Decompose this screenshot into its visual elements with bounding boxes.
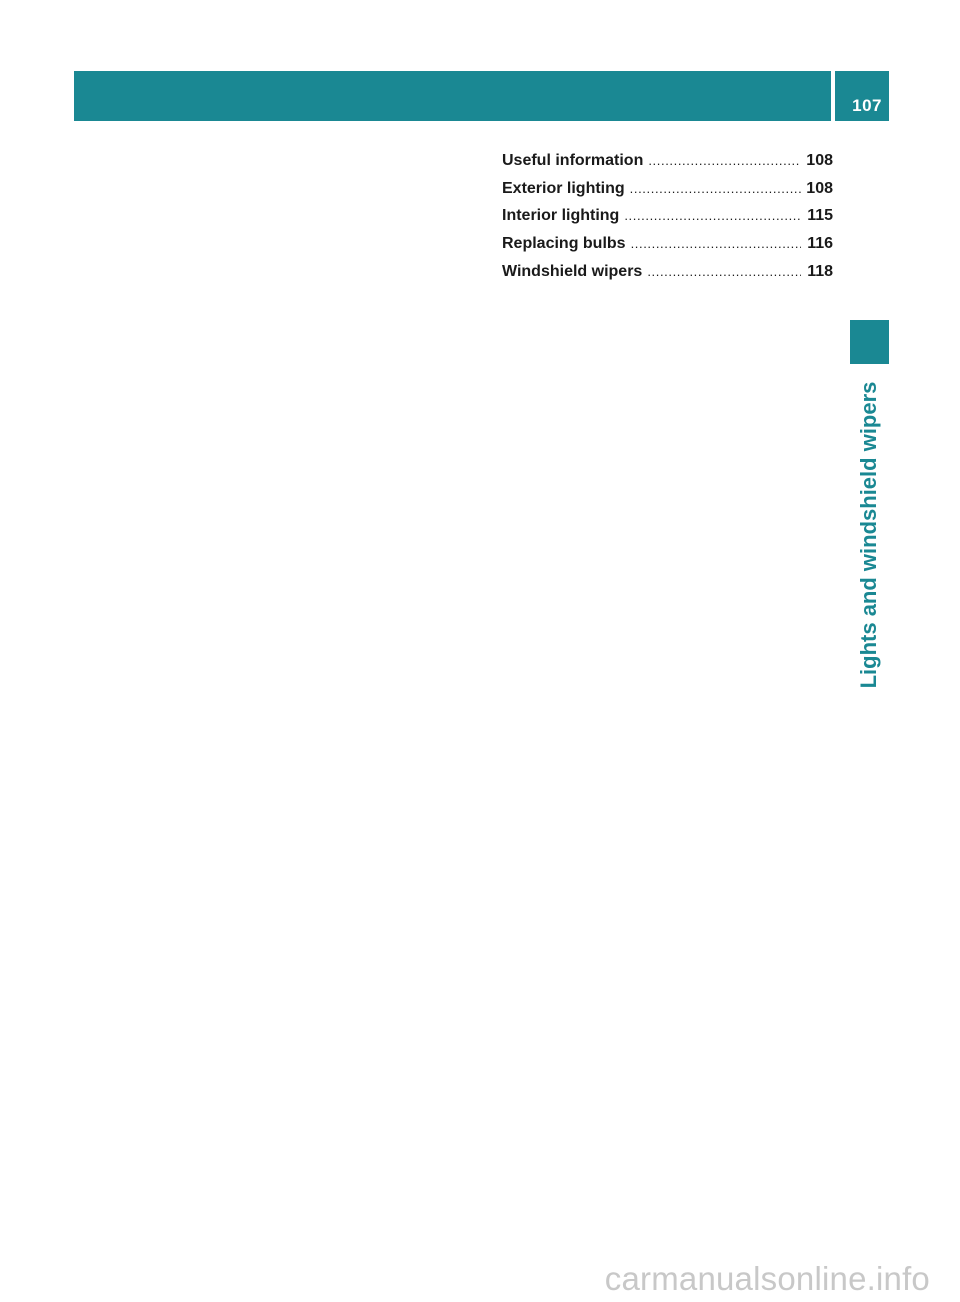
toc-entry-useful-information[interactable] — [502, 152, 833, 180]
toc-entry-replacing-bulbs[interactable] — [502, 235, 833, 263]
toc-entry-page: 108 — [806, 152, 833, 169]
toc-entry-page: 115 — [807, 207, 833, 225]
toc-dot-leader — [647, 264, 801, 279]
toc-entry-title: Replacing bulbs — [502, 235, 626, 253]
chapter-side-label: Lights and windshield wipers — [856, 381, 881, 689]
chapter-tab-marker — [850, 320, 889, 364]
toc-entry-page: 108 — [806, 179, 833, 197]
toc-entry-exterior-lighting[interactable] — [502, 180, 833, 208]
toc-entry-page: 118 — [807, 262, 833, 280]
watermark: carmanualsonline.info — [604, 1260, 930, 1297]
toc-dot-leader — [630, 181, 801, 196]
page-number: 107 — [852, 96, 882, 115]
toc-dot-leader — [631, 236, 801, 251]
toc-entry-title: Exterior lighting — [502, 179, 625, 197]
toc-entry-title: Interior lighting — [502, 207, 620, 225]
toc-entry-title: Useful information — [502, 152, 644, 169]
page-number-box — [835, 71, 889, 121]
chapter-side-label-container — [848, 372, 890, 698]
toc-dot-leader — [624, 208, 801, 223]
toc-entry-title: Windshield wipers — [502, 262, 643, 280]
toc-entry-page: 116 — [807, 235, 833, 253]
header-bar — [74, 71, 831, 121]
toc-dot-leader — [648, 153, 801, 168]
toc-entry-interior-lighting[interactable] — [502, 207, 833, 235]
table-of-contents — [502, 152, 833, 290]
toc-entry-windshield-wipers[interactable] — [502, 263, 833, 291]
